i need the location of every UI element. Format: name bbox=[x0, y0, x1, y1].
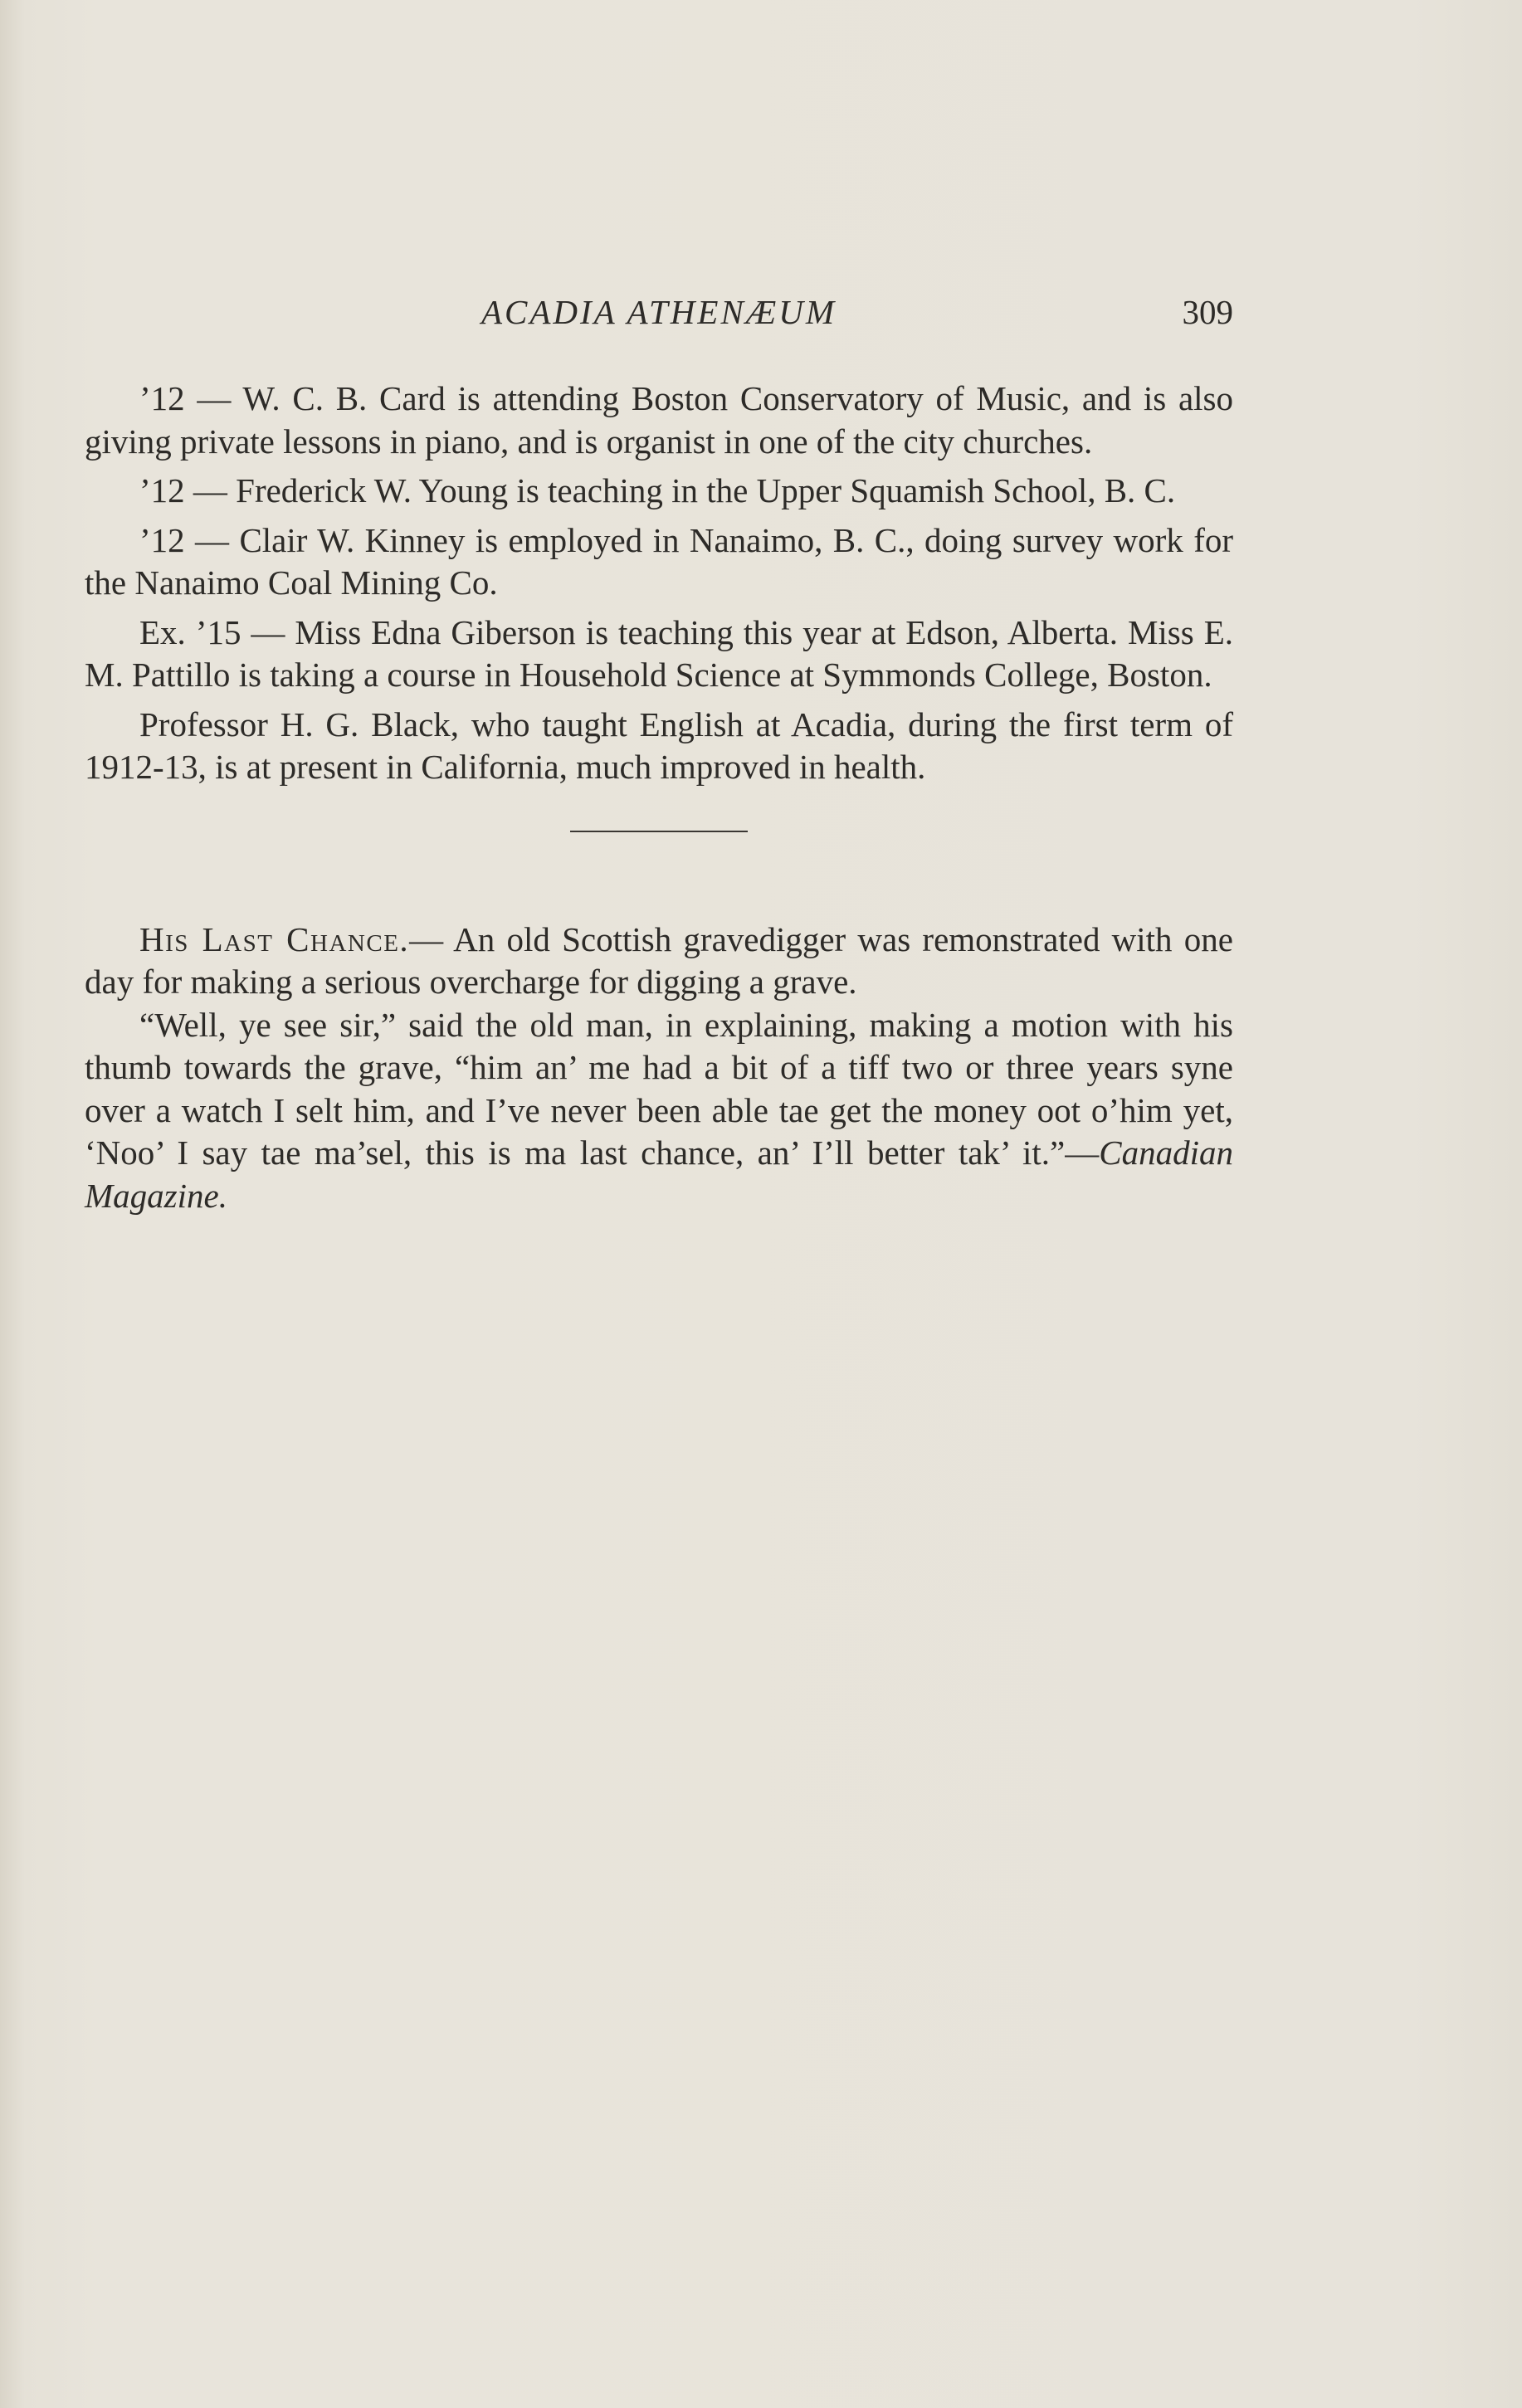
running-header bbox=[85, 292, 1233, 342]
faculty-note-black: Professor H. G. Black, who taught English at Acadia, during the first term of 1912-13, is at present in California, much improved in health. bbox=[85, 704, 1233, 786]
anecdote-source: Canadian Magazine. bbox=[85, 1133, 1233, 1215]
alumni-note-card: ’12 — W. C. B. Card is attending Boston Conservatory of Music, and is also giving private lessons in piano, and is organist in one of the city churches. bbox=[85, 379, 1233, 461]
anecdote-title: His Last Chance. bbox=[139, 919, 410, 958]
running-title: ACADIA ATHENÆUM bbox=[481, 293, 837, 331]
alumni-note-kinney: ’12 — Clair W. Kinney is employed in Nanaimo, B. C., doing survey work for the Nanaimo Coal Mining Co. bbox=[85, 520, 1233, 602]
alumni-note-giberson-pattillo: Ex. ’15 — Miss Edna Giberson is teaching this year at Edson, Alberta. Miss E. M. Pattillo is taking a course in Household Science at Symmonds College, Boston. bbox=[85, 612, 1233, 694]
anecdote-intro-text: — An old Scottish gravedigger was remonstrated with one day for making a serious overcharge for digging a grave. bbox=[85, 919, 1233, 1001]
page-number: 309 bbox=[1182, 293, 1233, 331]
anecdote-intro bbox=[85, 919, 1233, 1004]
page-body bbox=[85, 378, 1233, 1217]
anecdote-body bbox=[85, 1004, 1233, 1218]
alumni-note-young: ’12 — Frederick W. Young is teaching in the Upper Squamish School, B. C. bbox=[139, 471, 1176, 509]
section-divider bbox=[570, 831, 748, 832]
anecdote-body-text: “Well, ye see sir,” said the old man, in explaining, making a motion with his thumb towards the grave, “him an’ me had a bit of a tiff two or three years syne over a watch I selt him, and I’ve never been able tae get the money oot o’him yet, ‘Noo’ I say tae ma’sel, this is ma last chance, an’ I’ll better tak’ it.”— bbox=[85, 1005, 1233, 1172]
